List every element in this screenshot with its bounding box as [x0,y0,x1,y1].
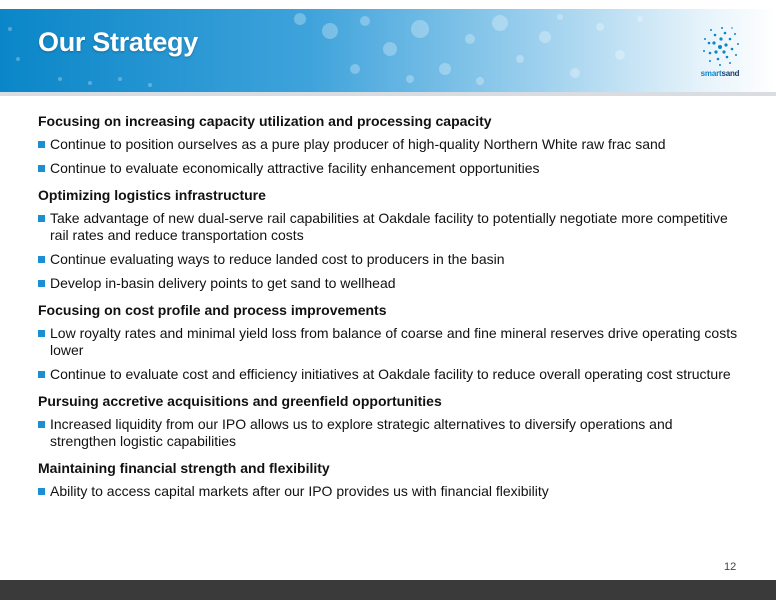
bullet-square-icon [38,330,45,337]
section-title: Pursuing accretive acquisitions and greenfield opportunities [38,393,442,409]
footer-bar [0,580,776,600]
bullet-item: Develop in-basin delivery points to get sand to wellhead [38,275,738,292]
bullet-square-icon [38,488,45,495]
logo-swirl-icon [690,25,750,69]
slide-content [38,113,738,510]
bullet-square-icon [38,371,45,378]
bullet-square-icon [38,256,45,263]
slide-header [0,9,776,92]
bullet-square-icon [38,165,45,172]
section-title: Focusing on cost profile and process improvements [38,302,387,318]
bullet-item: Continue to position ourselves as a pure play producer of high-quality Northern White raw frac sand [38,136,738,153]
bullet-square-icon [38,215,45,222]
bullet-item: Take advantage of new dual-serve rail capabilities at Oakdale facility to potentially negotiate more competitive rail rates and reduce transportation costs [38,210,738,244]
logo-wordmark: smartsand [700,69,740,78]
bullet-square-icon [38,141,45,148]
strategy-section [38,302,738,383]
section-title: Maintaining financial strength and flexibility [38,460,330,476]
bullet-item: Ability to access capital markets after our IPO provides us with financial flexibility [38,483,738,500]
section-title: Optimizing logistics infrastructure [38,187,266,203]
bullet-square-icon [38,421,45,428]
bullet-item: Increased liquidity from our IPO allows us to explore strategic alternatives to diversify operations and strengthen logistic capabilities [38,416,738,450]
strategy-section [38,113,738,177]
slide-title: Our Strategy [38,27,198,57]
strategy-section [38,460,738,500]
strategy-section [38,187,738,292]
bullet-item: Continue evaluating ways to reduce landed cost to producers in the basin [38,251,738,268]
page-number: 12 [724,561,737,573]
header-divider [0,92,776,96]
section-title: Focusing on increasing capacity utilization and processing capacity [38,113,492,129]
bullet-item: Continue to evaluate economically attractive facility enhancement opportunities [38,160,738,177]
bullet-item: Low royalty rates and minimal yield loss from balance of coarse and fine mineral reserves drive operating costs lower [38,325,738,359]
bullet-square-icon [38,280,45,287]
bullet-item: Continue to evaluate cost and efficiency initiatives at Oakdale facility to reduce overall operating cost structure [38,366,738,383]
company-logo [690,25,750,85]
strategy-section [38,393,738,450]
